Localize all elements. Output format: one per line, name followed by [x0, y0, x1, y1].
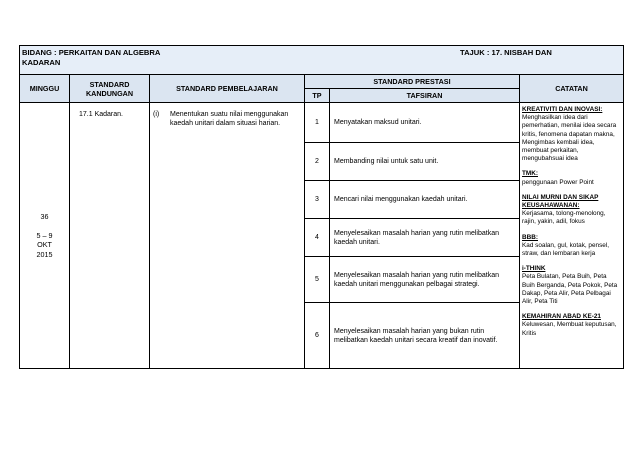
catatan-heading: KREATIVITI DAN INOVASI:	[522, 106, 603, 113]
standard-kandungan-text: 17.1 Kadaran.	[79, 111, 123, 118]
tafsiran-cell: Menyelesaikan masalah harian yang rutin melibatkan kaedah unitari menggunakan pelbagai strategi.	[330, 257, 520, 303]
header-row-1	[20, 75, 624, 89]
minggu-week: 36	[40, 211, 49, 221]
header-standard-pembelajaran: STANDARD PEMBELAJARAN	[150, 75, 305, 103]
minggu-date-2: OKT	[37, 240, 52, 250]
tp-cell: 4	[305, 219, 330, 257]
standard-kandungan-cell	[70, 103, 150, 369]
catatan-ithink	[522, 265, 621, 306]
header-standard-prestasi: STANDARD PRESTASI	[305, 75, 520, 89]
minggu-cell	[20, 103, 70, 369]
tafsiran-cell: Menyelesaikan masalah harian yang bukan rutin melibatkan kaedah unitari secara kreatif dan inovatif.	[330, 303, 520, 369]
catatan-tmk	[522, 170, 621, 186]
standard-pembelajaran-cell	[150, 103, 305, 369]
catatan-cell	[520, 103, 624, 369]
catatan-text: Kerjasama, tolong-menolong, rajin, yakin, adil, fokus	[522, 210, 606, 226]
tafsiran-cell: Menyatakan maksud unitari.	[330, 103, 520, 143]
catatan-abad-21	[522, 313, 621, 338]
tp-cell: 5	[305, 257, 330, 303]
banner-cell	[20, 46, 624, 75]
catatan-heading: NILAI MURNI DAN SIKAP KEUSAHAWANAN:	[522, 193, 599, 210]
header-tp: TP	[305, 89, 330, 103]
tajuk-continuation: KADARAN	[22, 58, 61, 67]
header-standard-kandungan-line1: STANDARD	[89, 79, 130, 89]
sp-text: Menentukan suatu nilai menggunakan kaedah unitari dalam situasi harian.	[170, 111, 289, 127]
catatan-text: Keluwesan, Membuat keputusan, Kritis	[522, 321, 617, 337]
header-minggu: MINGGU	[20, 75, 70, 103]
sp-number: (i)	[153, 111, 160, 118]
catatan-text: Peta Bulatan, Peta Buih, Peta Buih Berganda, Peta Pokok, Peta Dakap, Peta Alir, Peta Pelbagai Alir, Peta Titi	[522, 273, 618, 306]
lesson-plan-table	[19, 45, 624, 369]
minggu-date-1: 5 – 9	[36, 230, 53, 240]
catatan-heading: TMK:	[522, 170, 538, 178]
catatan-text: penggunaan Power Point	[522, 178, 594, 186]
catatan-text: Menghasilkan idea dari pemerhatian, menilai idea secara kritis, fenomena dapatan makna, Mengimbas kembali idea, membuat perkaitan, mengubahsuai idea	[522, 114, 617, 163]
catatan-kreativiti	[522, 106, 621, 163]
catatan-heading: KEMAHIRAN ABAD KE-21	[522, 313, 601, 321]
tafsiran-cell: Membanding nilai untuk satu unit.	[330, 143, 520, 181]
catatan-bbb	[522, 234, 621, 259]
header-tafsiran: TAFSIRAN	[330, 89, 520, 103]
tp-cell: 1	[305, 103, 330, 143]
table-row	[20, 103, 624, 143]
tp-cell: 3	[305, 181, 330, 219]
tafsiran-cell: Mencari nilai menggunakan kaedah unitari.	[330, 181, 520, 219]
tp-cell: 6	[305, 303, 330, 369]
catatan-nilai-murni	[522, 194, 621, 227]
header-standard-kandungan-line2: KANDUNGAN	[85, 88, 134, 98]
tafsiran-cell: Menyelesaikan masalah harian yang rutin melibatkan kaedah unitari.	[330, 219, 520, 257]
catatan-heading: i-THINK	[522, 265, 546, 273]
header-catatan: CATATAN	[520, 75, 624, 103]
tp-cell: 2	[305, 143, 330, 181]
bidang-label: BIDANG : PERKAITAN DAN ALGEBRA	[22, 48, 161, 57]
tajuk-label: TAJUK : 17. NISBAH DAN	[460, 48, 552, 57]
header-standard-kandungan	[70, 75, 150, 103]
minggu-date-3: 2015	[36, 249, 53, 259]
catatan-heading: BBB:	[522, 233, 538, 241]
banner-row	[20, 46, 624, 75]
catatan-text: Kad soalan, gul, kotak, pensel, straw, dan lembaran kerja	[522, 241, 610, 258]
